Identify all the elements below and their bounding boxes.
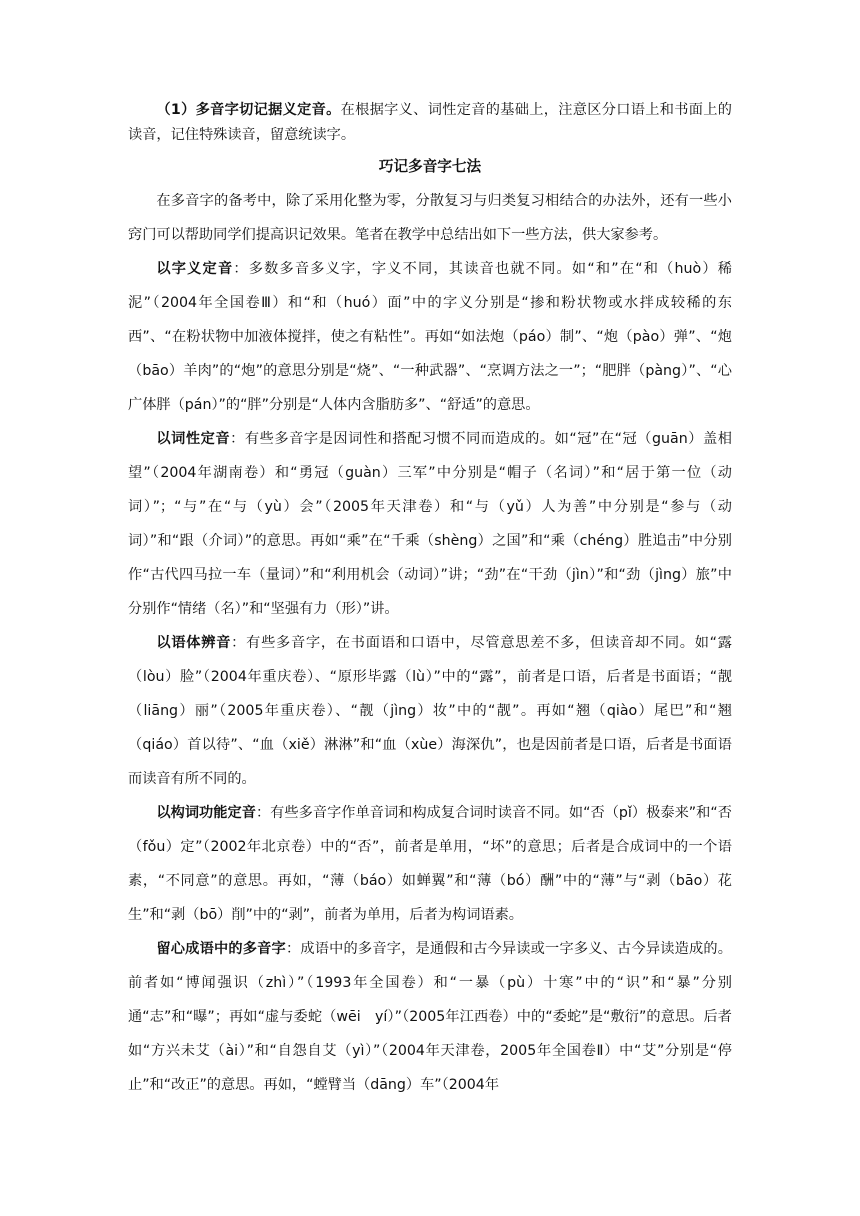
paragraph-text: ：有些多音字，在书面语和口语中，尽管意思差不多，但读音却不同。如“露（lòu）脸”（2004年重庆卷）、“原形毕露（lù）”中的“露”，前者是口语，后者是书面语；“靓（liāng）丽”（2005年重庆卷）、“靓（jìng）妆”中的“靓”。再如“翘（qiào）尾巴”和“翘（qiáo）首以待”、“血（xiě）淋淋”和“血（xùe）海深仇”，也是因前者是口语，后者是书面语而读音有所不同的。: [128, 635, 732, 787]
paragraph-word-formation: [128, 796, 732, 932]
paragraph-text: ：有些多音字是因词性和搭配习惯不同而造成的。如“冠”在“冠（guān）盖相望”（2004年湖南卷）和“勇冠（guàn）三军”中分别是“帽子（名词）”和“居于第一位（动词）”；“与”在“与（yù）会”（2005年天津卷）和“与（yǔ）人为善”中分别是“参与（动词）”和“跟（介词）”的意思。再如“乘”在“千乘（shèng）之国”和“乘（chéng）胜追击”中分别作“古代四马拉一车（量词）”和“利用机会（动词）”讲；“劲”在“干劲（jìn）”和“劲（jìng）旅”中分别作“情绪（名）”和“坚强有力（形）”讲。: [128, 431, 732, 617]
intro-text: 在根据字义、词性定音的基础上，注意区分口语上和书面上的读音，记住特殊读音，留意统读字。: [128, 102, 732, 143]
paragraph-lead: 以字义定音: [156, 261, 234, 277]
intro-paragraph: [128, 98, 732, 148]
paragraph-lead: 以构词功能定音: [156, 805, 256, 821]
paragraph-overview: [128, 184, 732, 252]
paragraph-lead: 留心成语中的多音字: [156, 941, 286, 957]
paragraph-part-of-speech: [128, 422, 732, 626]
paragraph-register: [128, 626, 732, 796]
paragraph-text: ：多数多音多义字，字义不同，其读音也就不同。如“和”在“和（huò）稀泥”（2004年全国卷Ⅲ）和“和（huó）面”中的字义分别是“掺和粉状物或水拌成较稀的东西”、“在粉状物中加液体搅拌，使之有粘性”。再如“如法炮（páo）制”、“炮（pào）弹”、“炮（bāo）羊肉”的“炮”的意思分别是“烧”、“一种武器”、“烹调方法之一”；“肥胖（pàng）”、“心广体胖（pán）”的“胖”分别是“人体内含脂肪多”、“舒适”的意思。: [128, 261, 732, 413]
paragraph-text: ：成语中的多音字，是通假和古今异读或一字多义、古今异读造成的。前者如“博闻强识（zhì）”（1993年全国卷）和“一暴（pù）十寒”中的“识”和“暴”分别通“志”和“曝”；再如“虚与委蛇（wēi yí）”（2005年江西卷）中的“委蛇”是“敷衍”的意思。后者如“方兴未艾（ài）”和“自怨自艾（yì）”（2004年天津卷，2005年全国卷Ⅱ）中“艾”分别是“停止”和“改正”的意思。再如，“螳臂当（dāng）车”（2004年: [128, 941, 732, 1093]
paragraph-lead: 以语体辨音: [156, 635, 232, 651]
paragraph-meaning: [128, 252, 732, 422]
paragraph-text: 在多音字的备考中，除了采用化整为零，分散复习与归类复习相结合的办法外，还有一些小窍门可以帮助同学们提高识记效果。笔者在教学中总结出如下一些方法，供大家参考。: [128, 193, 732, 243]
document-body: [128, 98, 732, 1102]
intro-lead: （1）多音字切记据义定音。: [156, 102, 341, 118]
paragraph-lead: 以词性定音: [156, 431, 231, 447]
section-title: 巧记多音字七法: [378, 158, 482, 175]
paragraph-text: ：有些多音字作单音词和构成复合词时读音不同。如“否（pǐ）极泰来”和“否（fǒu）定”（2002年北京卷）中的“否”，前者是单用，“坏”的意思；后者是合成词中的一个语素，“不同意”的意思。再如，“薄（báo）如蝉翼”和“薄（bó）酬”中的“薄”与“剥（bāo）花生”和“剥（bō）削”中的“剥”，前者为单用，后者为构词语素。: [128, 805, 732, 923]
paragraph-idioms: [128, 932, 732, 1102]
